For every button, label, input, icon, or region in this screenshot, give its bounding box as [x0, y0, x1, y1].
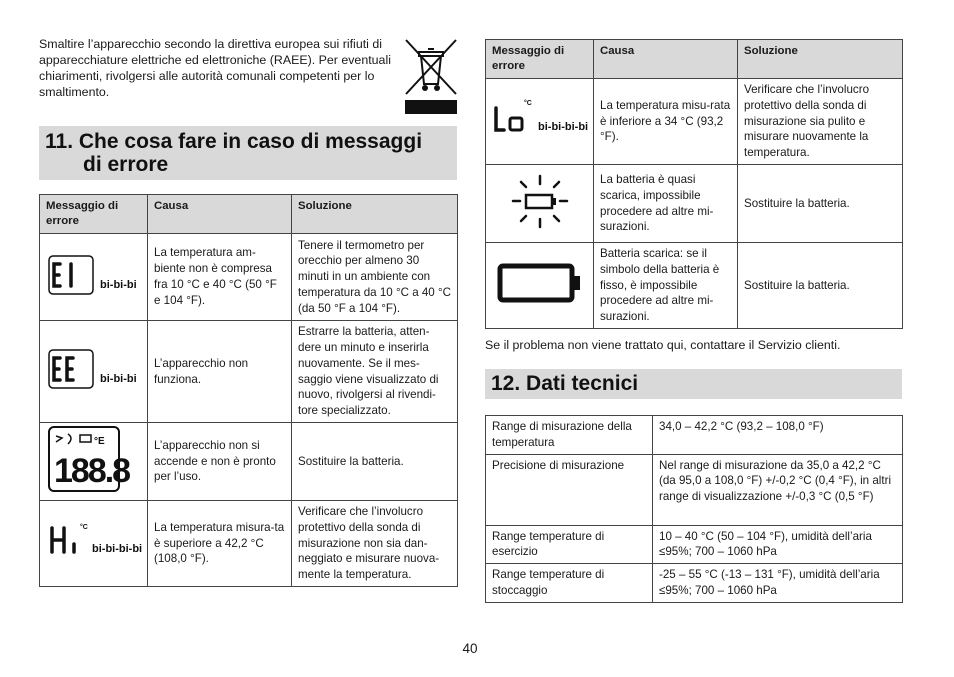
spec-value: 34,0 – 42,2 °C (93,2 – 108,0 °F) [653, 416, 903, 455]
cause-cell: La batteria è quasi scarica, impossibile procedere ad altre mi-surazioni. [594, 165, 738, 243]
table-row [486, 454, 903, 525]
section-11-title-line1: Che cosa fare in caso di messaggi [78, 130, 423, 153]
display-hi-icon [40, 501, 148, 587]
table-row [40, 321, 458, 423]
display-digits: 188.8 [53, 452, 129, 491]
full-display-icon [40, 423, 148, 501]
unit-label: °C [79, 524, 88, 532]
crossed-bin-icon [404, 38, 458, 114]
table-row [486, 525, 903, 564]
section-11-heading [39, 126, 457, 180]
section-11-number: 11. [45, 130, 74, 153]
column-header-cause: Causa [594, 40, 738, 79]
technical-data-table [485, 415, 903, 603]
display-lo-icon [486, 79, 594, 165]
column-header-message: Messaggio di errore [40, 195, 148, 234]
cause-cell: La temperatura misura-ta è superiore a 42,2 °C (108,0 °F). [148, 501, 292, 587]
error-table-right [485, 39, 903, 329]
table-row [486, 564, 903, 603]
beep-label: bi-bi-bi-bi [91, 543, 142, 556]
table-row [486, 165, 903, 243]
disposal-text: Smaltire l’apparecchio secondo la direttiva europea sui rifiuti di apparecchiature elettriche ed elettroniche (RAEE). Per eventuali chiarimenti, rivolgersi alle autorità comunali competenti per lo smaltimento. [39, 37, 391, 99]
solution-cell: Sostituire la batteria. [292, 423, 458, 501]
spec-label: Precisione di misurazione [486, 454, 653, 525]
spec-value: Nel range di misurazione da 35,0 a 42,2 °C (da 95,0 a 108,0 °F) +/-0,2 °C (0,4 °F), in altri range di visualizzazione +/-0,3 °C (0,5 °F) [653, 454, 903, 525]
cause-cell: La temperatura am-biente non è compresa fra 10 °C e 40 °C (50 °F e 104 °F). [148, 234, 292, 321]
spec-value: -25 – 55 °C (-13 – 131 °F), umidità dell’aria ≤95%; 700 – 1060 hPa [653, 564, 903, 603]
spec-label: Range temperature di stoccaggio [486, 564, 653, 603]
column-header-solution: Soluzione [292, 195, 458, 234]
cause-cell: L’apparecchio non funziona. [148, 321, 292, 423]
beep-label: bi-bi-bi [99, 373, 137, 386]
beep-label: bi-bi-bi-bi [537, 121, 588, 134]
cause-cell: Batteria scarica: se il simbolo della batteria è fisso, è impossibile procedere ad altre mi-surazioni. [594, 243, 738, 329]
column-header-solution: Soluzione [738, 40, 903, 79]
column-header-message: Messaggio di errore [486, 40, 594, 79]
table-row [486, 79, 903, 165]
service-note: Se il problema non viene trattato qui, contattare il Servizio clienti. [485, 338, 841, 352]
solution-cell: Tenere il termometro per orecchio per almeno 30 minuti in un ambiente con temperatura da 10 °C a 40 °C (da 50 °F a 104 °F). [292, 234, 458, 321]
display-e1-icon [40, 234, 148, 321]
table-row [40, 501, 458, 587]
table-row [486, 416, 903, 455]
display-ee-icon [40, 321, 148, 423]
solution-cell: Verificare che l’involucro protettivo della sonda di misurazione non sia dan-neggiato e misurare nuova-mente la temperatura. [292, 501, 458, 587]
spec-value: 10 – 40 °C (50 – 104 °F), umidità dell’aria ≤95%; 700 – 1060 hPa [653, 525, 903, 564]
unit-label: °C [523, 100, 532, 108]
cause-cell: La temperatura misu-rata è inferiore a 34 °C (93,2 °F). [594, 79, 738, 165]
solution-cell: Sostituire la batteria. [738, 243, 903, 329]
error-table-left [39, 194, 458, 587]
spec-label: Range temperature di esercizio [486, 525, 653, 564]
section-12-title: Dati tecnici [526, 372, 639, 395]
empty-battery-icon [486, 243, 594, 329]
column-header-cause: Causa [148, 195, 292, 234]
table-row [486, 243, 903, 329]
section-12-heading [485, 369, 902, 399]
blinking-battery-icon [486, 165, 594, 243]
page-number: 40 [462, 641, 478, 656]
solution-cell: Verificare che l’involucro protettivo della sonda di misurazione sia pulito e misurare nuovamente la temperatura. [738, 79, 903, 165]
spec-label: Range di misurazione della temperatura [486, 416, 653, 455]
cause-cell: L’apparecchio non si accende e non è pronto per l’uso. [148, 423, 292, 501]
table-row [40, 234, 458, 321]
beep-label: bi-bi-bi [99, 278, 137, 291]
solution-cell: Sostituire la batteria. [738, 165, 903, 243]
section-11-title-line2: di errore [83, 153, 169, 176]
table-row [40, 423, 458, 501]
section-12-number: 12. [491, 372, 521, 395]
solution-cell: Estrarre la batteria, atten-dere un minuto e inserirla nuovamente. Se il mes-saggio viene visualizzato di nuovo, rivolgersi al rivendi-tore specializzato. [292, 321, 458, 423]
svg-text:°E: °E [93, 436, 105, 448]
